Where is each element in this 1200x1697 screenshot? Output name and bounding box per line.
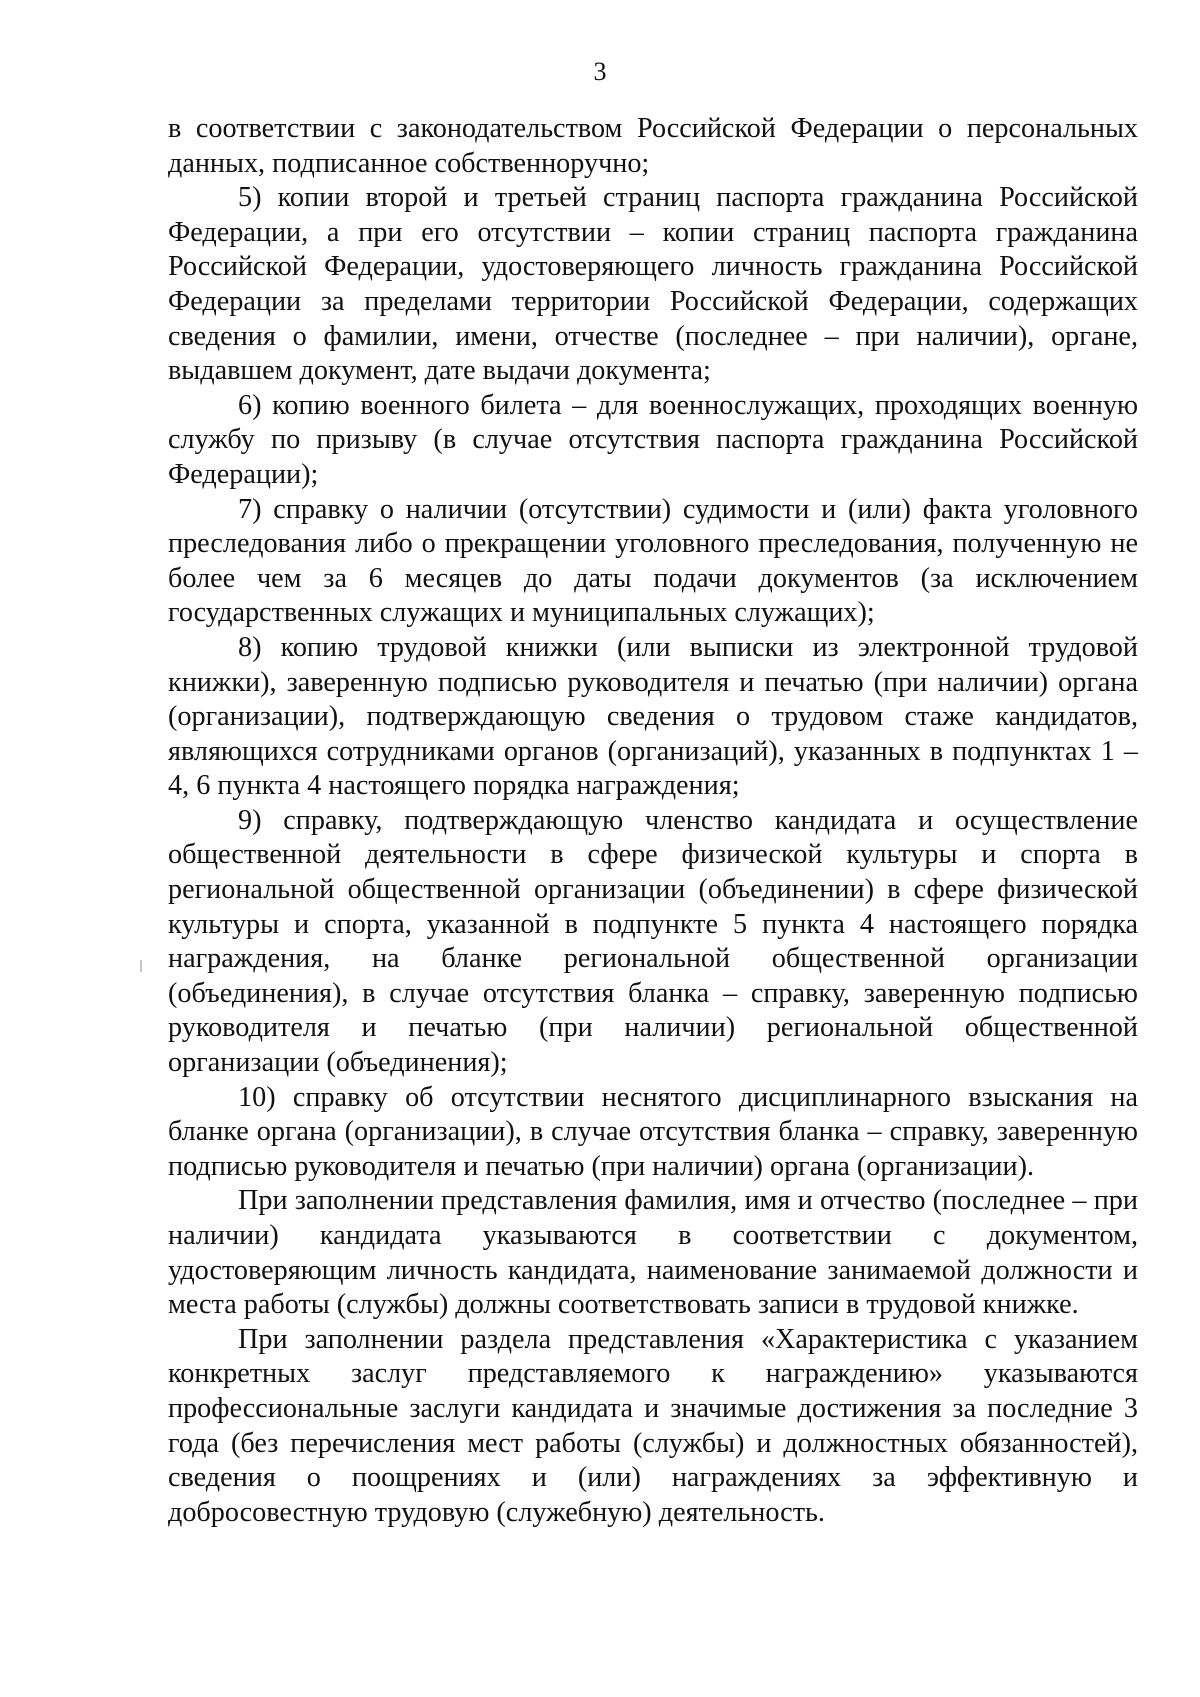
list-item-8: 8) копию трудовой книжки (или выписки из электронной трудовой книжки), заверенную подписью руководителя и печатью (при наличии) органа (организации), подтверждающую сведения о трудовом стаже кандидатов, являющихся сотрудниками органов (организаций), указанных в подпунктах 1 – 4, 6 пункта 4 настоящего порядка награждения; <box>168 631 1138 802</box>
paragraph-representation-fill: При заполнении представления фамилия, имя и отчество (последнее – при наличии) кандидата указываются в соответствии с документом, удостоверяющим личность кандидата, наименование занимаемой должности и места работы (службы) должны соответствовать записи в трудовой книжке. <box>168 1185 1138 1321</box>
scan-artifact-mark <box>140 960 142 972</box>
list-item-5: 5) копии второй и третьей страниц паспорта гражданина Российской Федерации, а при его отсутствии – копии страниц паспорта гражданина Российской Федерации, удостоверяющего личность гражданина Российской Федерации за пределами территории Российской Федерации, содержащих сведения о фамилии, имени, отчестве (последнее – при наличии), органе, выдавшем документ, дате выдачи документа; <box>168 182 1138 387</box>
list-item-10: 10) справку об отсутствии неснятого дисциплинарного взыскания на бланке органа (организации), в случае отсутствия бланка – справку, заверенную подписью руководителя и печатью (при наличии) органа (организации). <box>168 1081 1138 1182</box>
paragraph-characteristics-section: При заполнении раздела представления «Характеристика с указанием конкретных заслуг представляемого к награждению» указываются профессиональные заслуги кандидата и значимые достижения за последние 3 года (без перечисления мест работы (службы) и должностных обязанностей), сведения о поощрениях и (или) награждениях за эффективную и добросовестную трудовую (служебную) деятельность. <box>168 1323 1138 1528</box>
document-body <box>168 112 1138 1530</box>
list-item-7: 7) справку о наличии (отсутствии) судимости и (или) факта уголовного преследования либо о прекращении уголовного преследования, полученную не более чем за 6 месяцев до даты подачи документов (за исключением государственных служащих и муниципальных служащих); <box>168 493 1138 629</box>
paragraph-continuation: в соответствии с законодательством Российской Федерации о персональных данных, подписанное собственноручно; <box>168 113 1138 179</box>
list-item-9: 9) справку, подтверждающую членство кандидата и осуществление общественной деятельности в сфере физической культуры и спорта в региональной общественной организации (объединении) в сфере физической культуры и спорта, указанной в подпункте 5 пункта 4 настоящего порядка награждения, на бланке региональной общественной организации (объединения), в случае отсутствия бланка – справку, заверенную подписью руководителя и печатью (при наличии) региональной общественной организации (объединения); <box>168 804 1138 1079</box>
page-number: 3 <box>593 57 607 86</box>
list-item-6: 6) копию военного билета – для военнослужащих, проходящих военную службу по призыву (в случае отсутствия паспорта гражданина Российской Федерации); <box>168 389 1138 490</box>
